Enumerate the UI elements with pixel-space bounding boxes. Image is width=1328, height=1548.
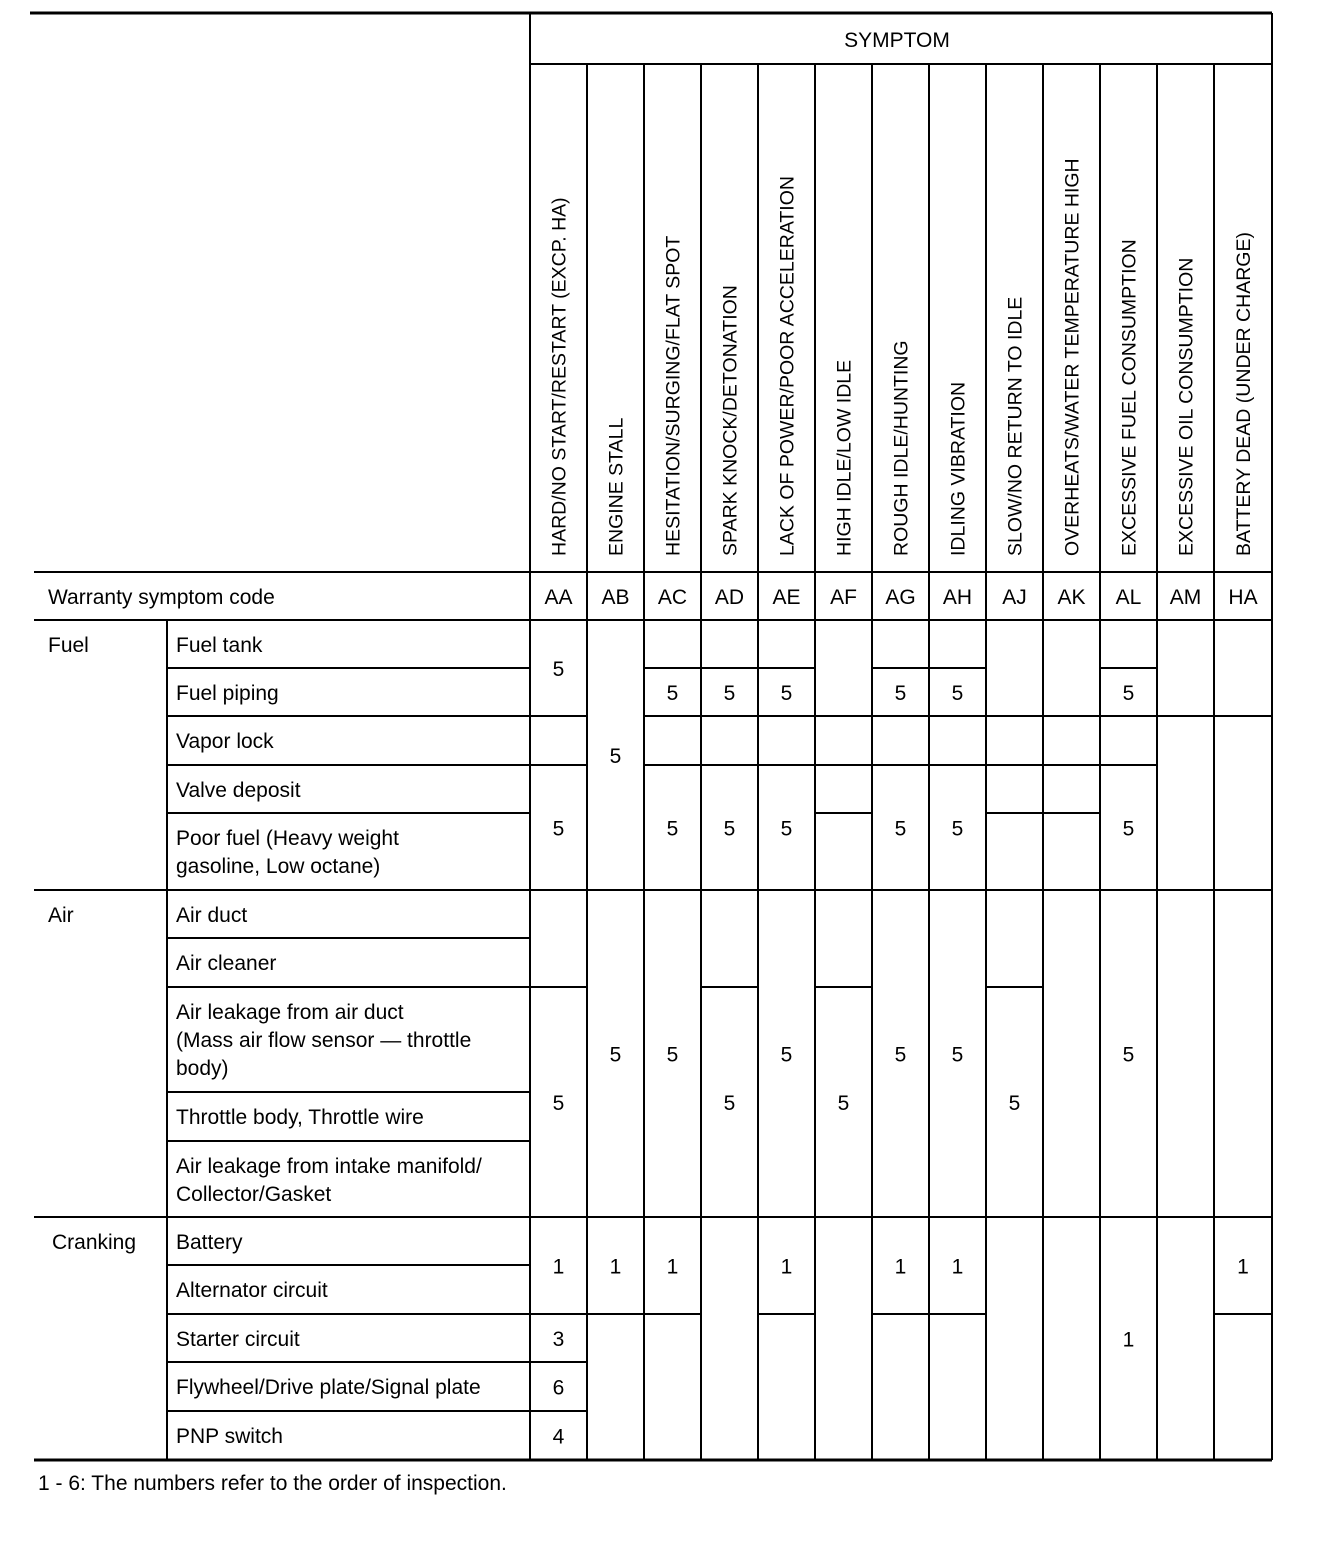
item-label-line: Collector/Gasket xyxy=(176,1183,332,1206)
symptom-header: EXCESSIVE OIL CONSUMPTION xyxy=(1175,257,1198,556)
symptom-code: AA xyxy=(544,586,573,609)
warranty-code-row xyxy=(544,586,1257,609)
matrix-value: 1 xyxy=(951,1255,964,1279)
matrix-value: 5 xyxy=(666,682,679,705)
matrix-value: 5 xyxy=(780,682,793,705)
item-label-line: Starter circuit xyxy=(176,1328,300,1351)
symptom-header: HESITATION/SURGING/FLAT SPOT xyxy=(662,235,685,556)
item-label xyxy=(176,730,274,753)
matrix-value: 5 xyxy=(951,817,964,841)
symptom-code: HA xyxy=(1228,586,1258,609)
item-label xyxy=(176,682,279,705)
item-label-line: Flywheel/Drive plate/Signal plate xyxy=(176,1376,481,1399)
matrix-value: 5 xyxy=(723,682,736,705)
item-label xyxy=(176,1001,471,1080)
group-labels xyxy=(48,634,136,1254)
item-label xyxy=(176,952,276,975)
symptom-code: AL xyxy=(1115,586,1142,609)
matrix-value: 5 xyxy=(609,745,622,768)
matrix-value: 3 xyxy=(552,1328,565,1351)
symptom-code: AG xyxy=(885,586,916,609)
item-label-line: Alternator circuit xyxy=(176,1279,328,1302)
item-label xyxy=(176,1328,300,1351)
group-label: Cranking xyxy=(52,1231,137,1254)
symptom-code: AC xyxy=(657,586,688,609)
matrix-value: 1 xyxy=(552,1255,565,1279)
symptom-header: BATTERY DEAD (UNDER CHARGE) xyxy=(1233,232,1255,556)
matrix-value: 5 xyxy=(1122,817,1135,841)
matrix-value: 5 xyxy=(666,817,679,841)
symptom-header: SLOW/NO RETURN TO IDLE xyxy=(1004,296,1027,556)
symptom-header: HIGH IDLE/LOW IDLE xyxy=(833,359,856,556)
warranty-code-label: Warranty symptom code xyxy=(48,586,275,609)
matrix-value: 5 xyxy=(723,1092,736,1115)
item-label-line: body) xyxy=(176,1057,229,1080)
symptom-header: EXCESSIVE FUEL CONSUMPTION xyxy=(1118,239,1141,556)
item-label xyxy=(176,1425,283,1448)
symptom-code: AD xyxy=(714,586,745,609)
item-label xyxy=(176,1106,424,1129)
item-label xyxy=(176,827,399,878)
item-label-line: Vapor lock xyxy=(176,730,274,753)
item-label-line: PNP switch xyxy=(176,1425,283,1448)
matrix-value: 5 xyxy=(837,1092,850,1115)
matrix-value: 1 xyxy=(609,1255,622,1279)
item-label xyxy=(176,1279,328,1302)
matrix-value: 5 xyxy=(894,1043,907,1067)
matrix-value: 5 xyxy=(780,1043,793,1067)
group-label: Fuel xyxy=(48,634,89,657)
item-label xyxy=(176,904,247,927)
symptom-code: AK xyxy=(1057,586,1086,609)
symptom-title: SYMPTOM xyxy=(844,29,950,52)
matrix-value: 5 xyxy=(552,658,565,681)
item-label xyxy=(176,1376,481,1399)
symptom-header: HARD/NO START/RESTART (EXCP. HA) xyxy=(548,197,571,556)
matrix-value: 1 xyxy=(780,1255,793,1279)
matrix-value: 5 xyxy=(951,1043,964,1067)
item-label-line: Poor fuel (Heavy weight xyxy=(176,827,399,850)
matrix-value: 1 xyxy=(894,1255,907,1279)
symptom-code: AB xyxy=(601,586,630,609)
matrix-value: 5 xyxy=(894,817,907,841)
symptom-code: AH xyxy=(942,586,973,609)
item-label xyxy=(176,1231,243,1254)
symptom-code: AF xyxy=(830,586,857,609)
item-labels xyxy=(176,634,482,1448)
matrix-values xyxy=(553,658,1249,1449)
symptom-header: IDLING VIBRATION xyxy=(947,381,970,556)
matrix-value: 5 xyxy=(666,1043,679,1067)
item-label-line: Fuel tank xyxy=(176,634,263,657)
matrix-value: 4 xyxy=(552,1425,565,1449)
matrix-value: 5 xyxy=(1122,682,1135,705)
symptom-code: AJ xyxy=(1002,586,1027,609)
symptom-code: AE xyxy=(772,586,801,609)
matrix-value: 5 xyxy=(780,817,793,841)
matrix-value: 5 xyxy=(609,1043,622,1067)
matrix-value: 1 xyxy=(666,1255,679,1279)
matrix-value: 1 xyxy=(1122,1328,1135,1352)
item-label-line: gasoline, Low octane) xyxy=(176,855,381,878)
matrix-value: 6 xyxy=(552,1376,565,1400)
group-label: Air xyxy=(48,904,74,927)
symptom-code: AM xyxy=(1169,586,1202,609)
item-label-line: Air duct xyxy=(176,904,248,927)
matrix-value: 5 xyxy=(723,817,736,841)
matrix-value: 5 xyxy=(951,682,964,705)
matrix-value: 5 xyxy=(1122,1043,1135,1067)
item-label-line: Throttle body, Throttle wire xyxy=(176,1106,424,1129)
matrix-value: 1 xyxy=(1237,1255,1249,1279)
item-label xyxy=(176,779,301,802)
item-label-line: Air leakage from intake manifold/ xyxy=(176,1155,482,1178)
item-label-line: Air leakage from air duct xyxy=(176,1001,404,1024)
item-label xyxy=(176,634,263,657)
symptom-header: ROUGH IDLE/HUNTING xyxy=(890,340,913,556)
symptom-header: OVERHEATS/WATER TEMPERATURE HIGH xyxy=(1061,158,1084,556)
matrix-value: 5 xyxy=(1008,1092,1021,1115)
item-label-line: Air cleaner xyxy=(176,952,277,975)
symptom-header: ENGINE STALL xyxy=(605,417,628,556)
symptom-header: SPARK KNOCK/DETONATION xyxy=(719,285,742,556)
item-label-line: Valve deposit xyxy=(176,779,301,802)
symptom-header: LACK OF POWER/POOR ACCELERATION xyxy=(776,176,799,556)
footnote: 1 - 6: The numbers refer to the order of inspection. xyxy=(38,1472,507,1495)
item-label-line: (Mass air flow sensor — throttle xyxy=(176,1029,472,1052)
item-label-line: Battery xyxy=(176,1231,243,1254)
item-label-line: Fuel piping xyxy=(176,682,279,705)
matrix-value: 5 xyxy=(894,682,907,705)
matrix-value: 5 xyxy=(552,817,565,841)
matrix-value: 5 xyxy=(552,1092,565,1115)
item-label xyxy=(176,1155,482,1206)
symptom-column-headers xyxy=(549,158,1256,556)
